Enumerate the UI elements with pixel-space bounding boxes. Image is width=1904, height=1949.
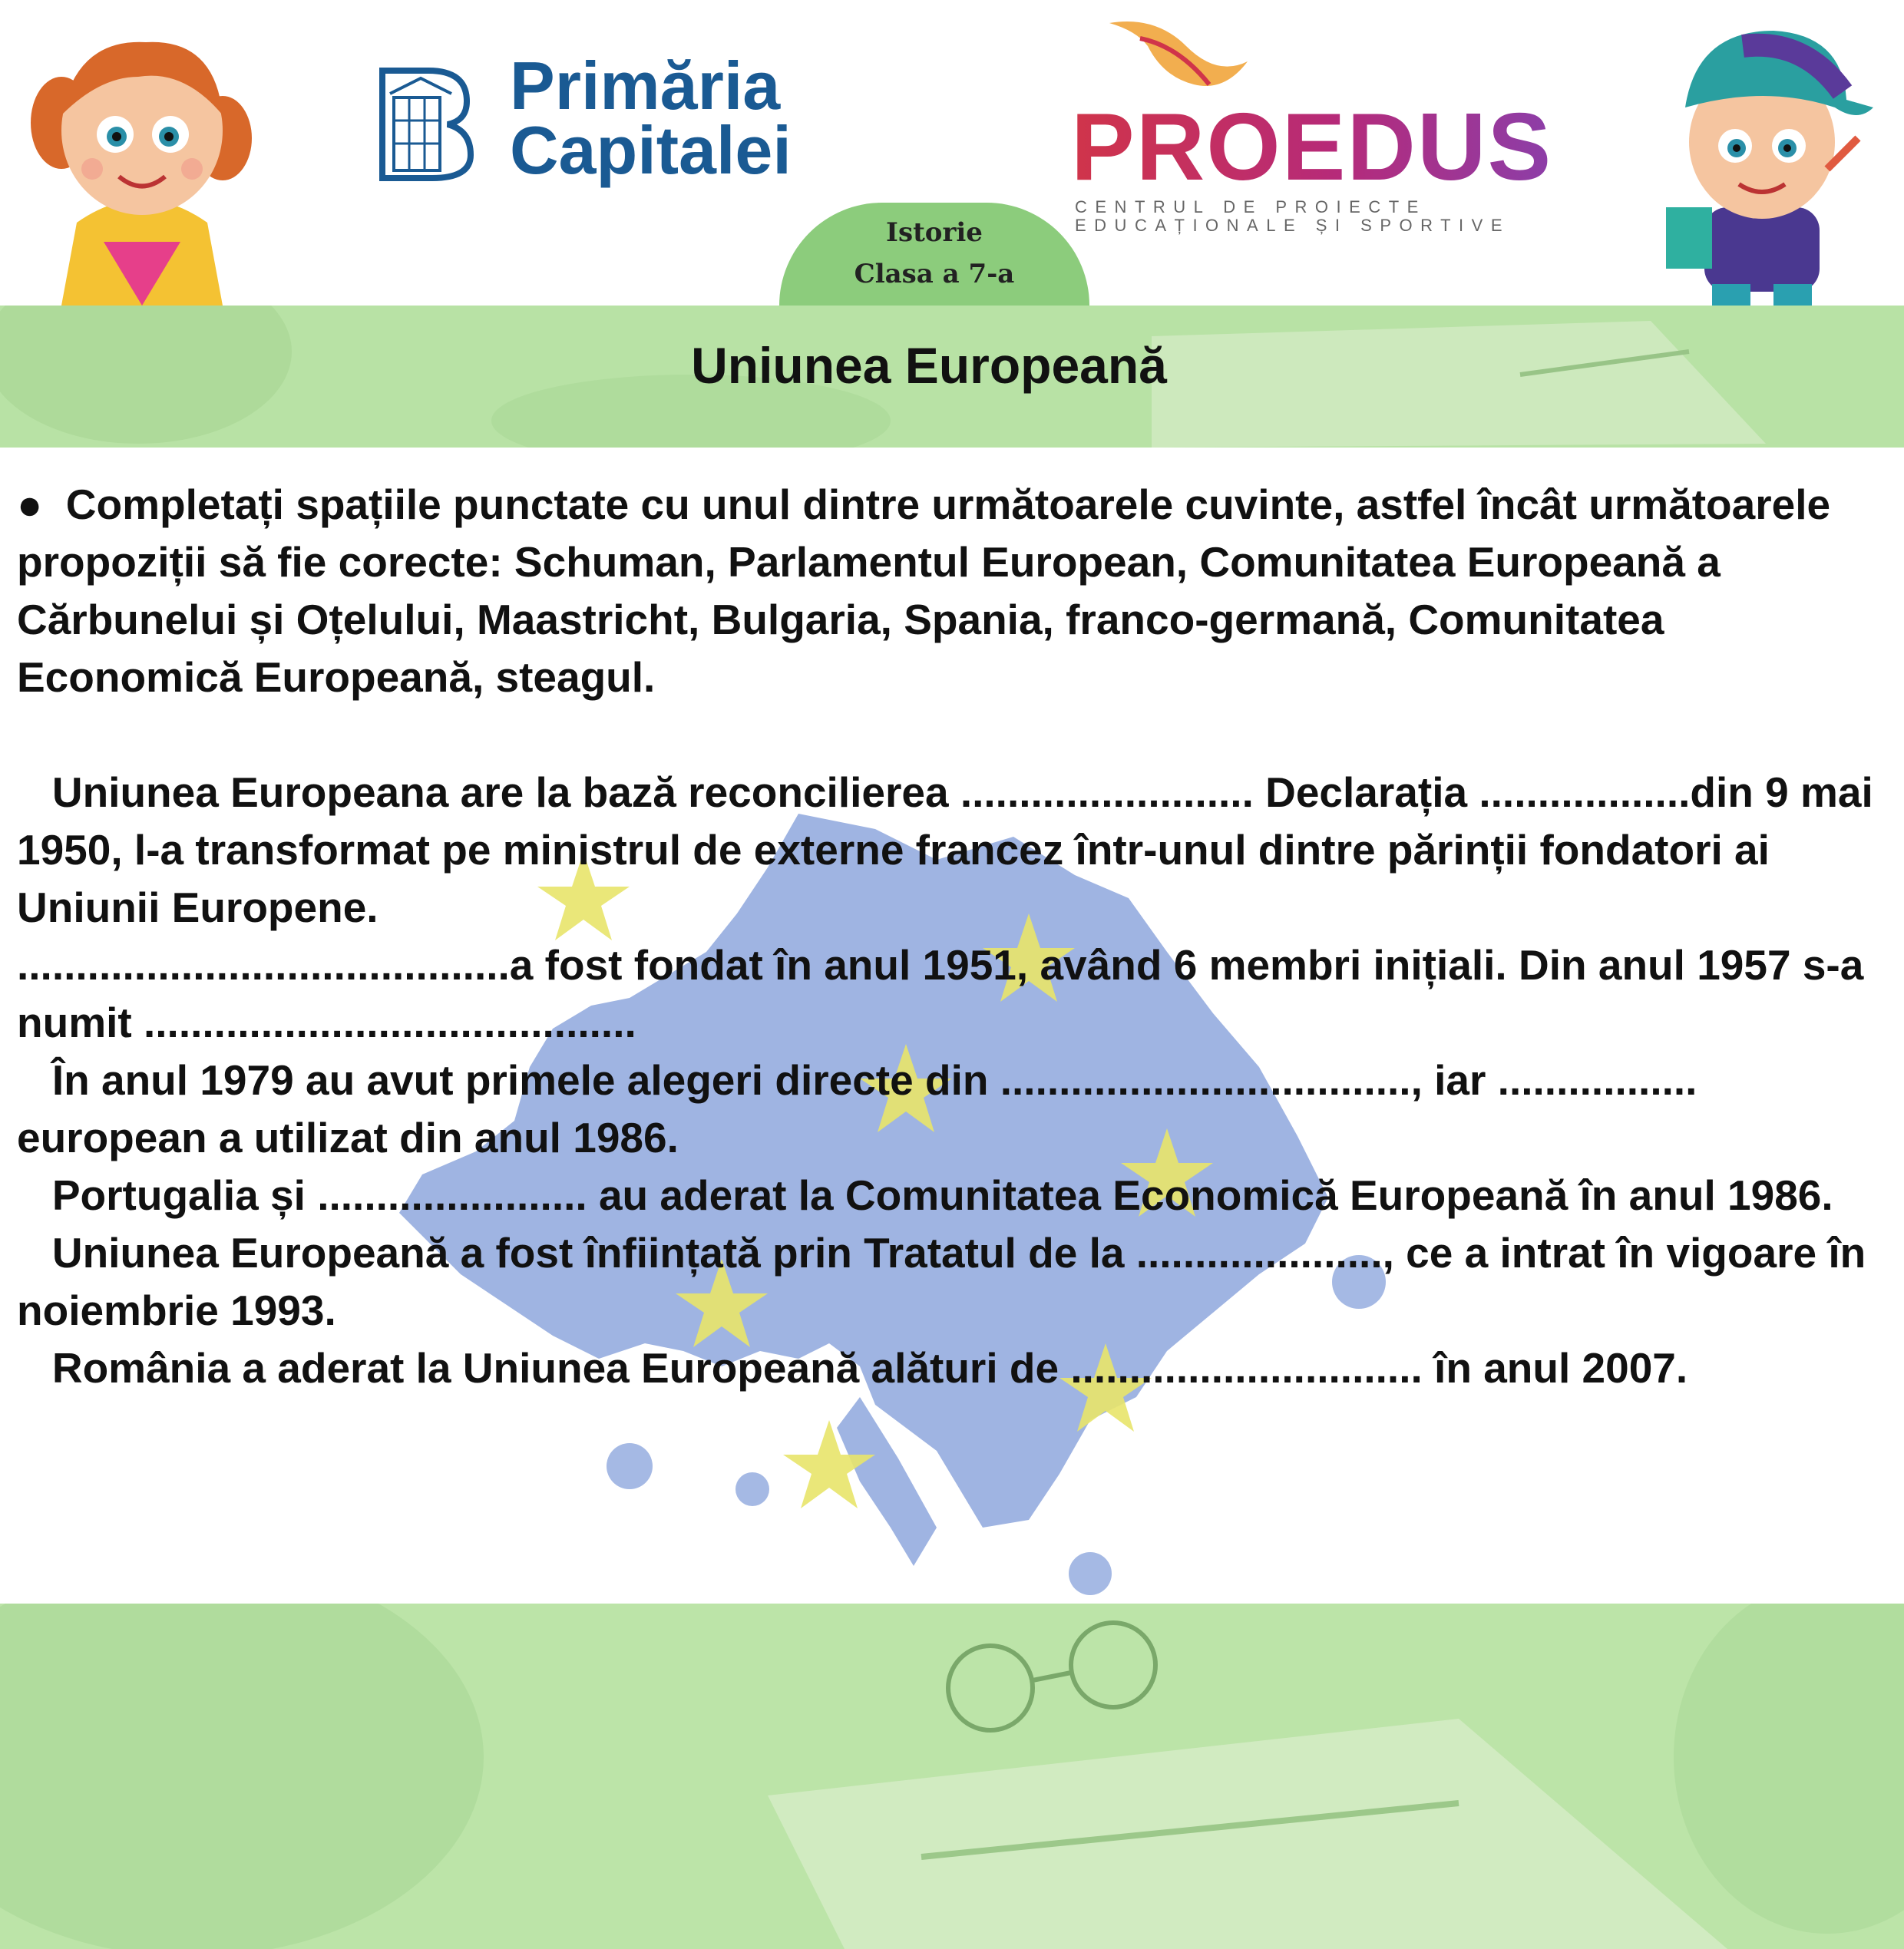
sentence-2: ..........................................a fost fondat în anul 1951, având 6 membri inițiali. Din anul 1957 s-a numit .......................................... [17, 941, 1876, 1046]
spacer [17, 706, 1890, 764]
instructions-text: ● Completați spațiile punctate cu unul dintre următoarele cuvinte, astfel încât următoarele propoziții să fie corecte: Schuman, Parlamentul European, Comunitatea Europeană a Cărbunelui și Oțelului, Maastricht, Bulgaria, Spania, franco-germană, Comunitatea Economică Europeană, steagul. [17, 481, 1843, 701]
sentence-1: Uniunea Europeana are la bază reconcilierea ......................... Declarația ..................din 9 mai 1950, l-a transformat pe ministrul de externe francez într-unul dintre părinții fondatori ai Uniunii Europene. [17, 768, 1886, 931]
primaria-line2: Capitalei [510, 112, 792, 188]
proedus-subtitle-line2: EDUCAȚIONALE ȘI SPORTIVE [1075, 216, 1511, 235]
primaria-capitalei-wordmark [510, 48, 792, 188]
proedus-logo [1071, 15, 1553, 235]
boy-mascot-illustration [1651, 15, 1873, 306]
sentence-5: Uniunea Europeană a fost înființată prin Tratatul de la ....................., ce a intrat în vigoare în noiembrie 1993. [17, 1229, 1878, 1334]
subject-label: Istorie [886, 217, 983, 248]
subject-grade-tab [779, 203, 1089, 306]
girl-mascot-illustration [31, 23, 253, 306]
title-banner [0, 306, 1904, 448]
sentence-3: În anul 1979 au avut primele alegeri directe din ..................................., iar ................. european a utilizat din anul 1986. [17, 1056, 1709, 1161]
primaria-capitalei-logo-icon [375, 63, 474, 186]
proedus-subtitle [1075, 198, 1510, 235]
page-title: Uniunea Europeană [691, 337, 1167, 394]
sentence-4: Portugalia și ....................... au aderat la Comunitatea Economică Europeană în anul 1986. [17, 1171, 1833, 1219]
proedus-title: PROEDUS [1071, 94, 1553, 200]
footer-decoration [0, 1604, 1904, 1949]
worksheet-content [17, 476, 1890, 1397]
header [0, 0, 1904, 306]
proedus-subtitle-line1: CENTRUL DE PROIECTE [1075, 197, 1426, 216]
book-glasses-background-icon [0, 1604, 1904, 1949]
sentence-6: România a aderat la Uniunea Europeană alături de .............................. în anul 2007. [17, 1344, 1688, 1392]
primaria-line1: Primăria [510, 48, 781, 124]
grade-label: Clasa a 7-a [854, 259, 1015, 289]
